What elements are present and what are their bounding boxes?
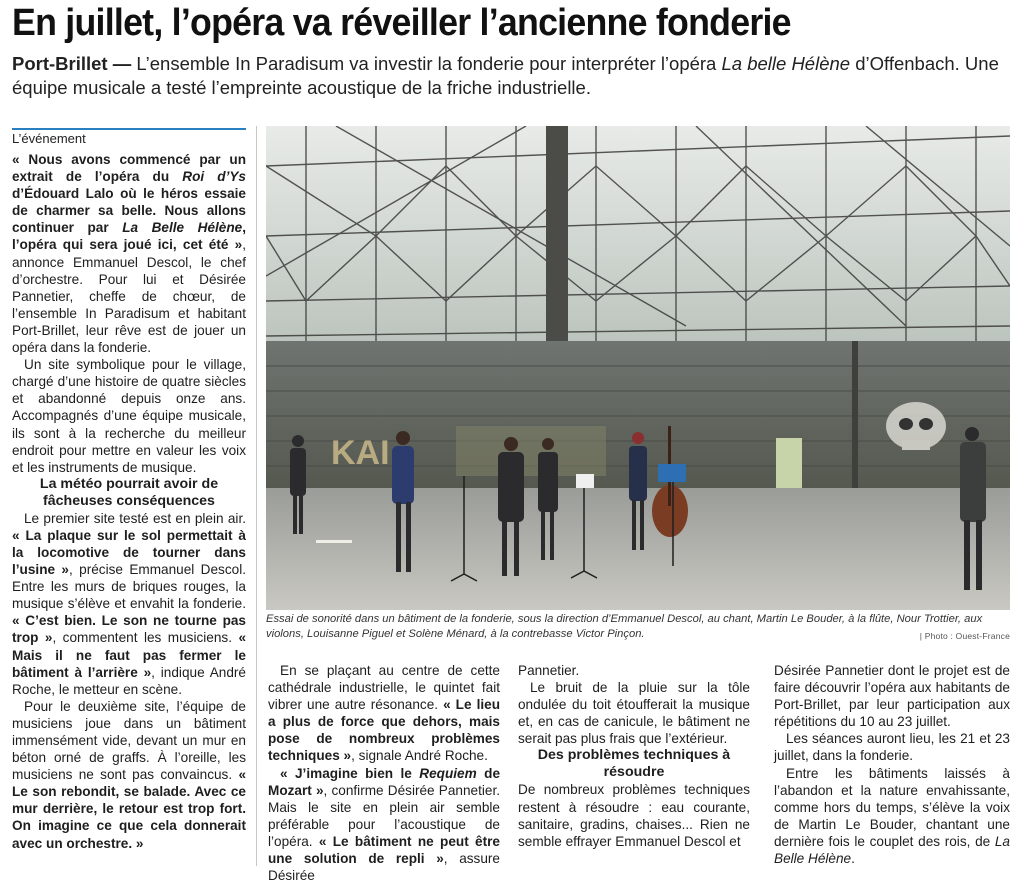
photo-caption: Essai de sonorité dans un bâtiment de la fonderie, sous la direction d’Emmanuel Descol, au chant, Martin Le Bouder, à la flûte, Nour Trottier, aux violons, Louisanne Piguel et Solène Ménard, à la contrebasse Victor Pinçon. [266, 613, 983, 640]
col4-paragraph-2: Entre les bâtiments laissés à l’abandon et la nature envahissante, comme hors du temps, s’élève la voix de Martin Le Bouder, chantant une dernière fois le couplet des rois, de La Belle Hélène. [774, 765, 1010, 867]
standfirst-opera-title: La belle Hélène [721, 53, 851, 74]
col2-paragraph-1: En se plaçant au centre de cette cathédrale industrielle, le quintet fait vibrer une autre résonance. « Le lieu a plus de force que dehors, mais pose de nombreux problèmes techniques », signale André Roche. [268, 663, 500, 764]
article-column-3 [518, 662, 750, 850]
article-column-1 [12, 151, 246, 852]
col1-subhead: La météo pourrait avoir de fâcheuses conséquences [39, 475, 219, 509]
skull-graffiti-icon [886, 402, 946, 450]
col3-paragraph-2: De nombreux problèmes techniques restent à résoudre : eau courante, sanitaire, gradins, chaises... Rien ne semble effrayer Emmanuel Descol et [518, 782, 750, 849]
col4-paragraph-0: Désirée Pannetier dont le projet est de faire découvrir l’opéra aux habitants de Port-Brillet, par leur participation aux répétitions du 10 au 23 juillet. [774, 663, 1010, 730]
col1-paragraph-2: Un site symbolique pour le village, chargé d’une histoire de quatre siècles et abandonné depuis onze ans. Accompagnés d’une équipe musicale, ils sont à la recherche du meilleur endroit pour mettre en valeur les voix et les instruments de musique. [12, 357, 246, 475]
article-photo [266, 126, 1010, 610]
col3-subhead: Des problèmes techniques à résoudre [537, 747, 731, 781]
graffiti-text: KAI [331, 434, 390, 472]
foundry-rehearsal-photo [266, 126, 1010, 610]
standfirst-text-end: d’Offenbach. Une équipe musicale a testé l’empreinte acoustique de la friche industrielle. [12, 53, 999, 98]
col2-paragraph-2: « J’imagine bien le Requiem de Mozart », confirme Désirée Pannetier. Mais le site en plein air semble préférable pour l’acoustique de l’opéra. « Le bâtiment ne peut être une solution de repli », assure Désirée [268, 765, 500, 884]
standfirst [12, 52, 1012, 100]
article-column-4 [774, 662, 1010, 867]
standfirst-place: Port-Brillet — [12, 53, 132, 74]
col1-paragraph-4: Pour le deuxième site, l’équipe de musiciens joue dans un bâtiment immensément vide, devant un mur en béton orné de graffs. À l’oreille, les musiciens ne sont pas convaincus. « Le son rebondit, se balade. Avec ce mur derrière, le retour est trop fort. On imagine ce que cela donnerait avec un orchestre. » [12, 698, 246, 851]
headline: En juillet, l’opéra va réveiller l’ancienne fonderie [12, 2, 791, 44]
article-column-2 [268, 662, 500, 884]
col1-paragraph-3: Le premier site testé est en plein air. « La plaque sur le sol permettait à la locomotive de tourner dans l’usine », précise Emmanuel Descol. Entre les murs de briques rouges, la musique s’élève et envahit la fonderie. « C’est bien. Le son ne tourne pas trop », commentent les musiciens. « Mais il ne faut pas fermer le bâtiment à l’arrière », indique André Roche, le metteur en scène. [12, 510, 247, 697]
column-divider [256, 126, 257, 866]
col3-paragraph-0: Pannetier. [518, 663, 580, 678]
photo-credit: | Photo : Ouest-France [919, 631, 1010, 641]
col1-paragraph-1: « Nous avons commencé par un extrait de l’opéra du Roi d’Ys d’Édouard Lalo où le héros essaie de charmer sa belle. Nous allons continuer par La Belle Hélène, l’opéra qui sera joué ici, cet été », annonce Emmanuel Descol, le chef d’orchestre. Pour lui et Désirée Pannetier, cheffe de chœur, de l’ensemble In Paradisum et habitant Port-Brillet, leur rêve est de jouer un opéra dans la fonderie. [12, 152, 246, 356]
standfirst-text: L’ensemble In Paradisum va investir la fonderie pour interpréter l’opéra [131, 53, 722, 74]
col4-paragraph-1: Les séances auront lieu, les 21 et 23 juillet, dans la fonderie. [774, 731, 1010, 764]
section-label: L’événement [12, 128, 246, 146]
col3-paragraph-1: Le bruit de la pluie sur la tôle ondulée du toit étoufferait la musique et, en cas de canicule, le bâtiment ne serait pas plus frais que l’extérieur. [518, 680, 750, 747]
